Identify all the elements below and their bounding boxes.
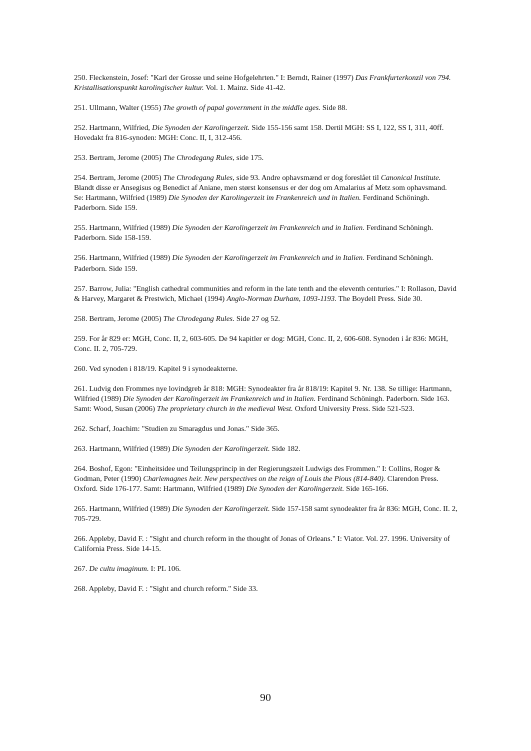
endnote-title: Die Synoden der Karolingerzeit. bbox=[172, 503, 270, 513]
endnote-title: Die Synoden der Karolingerzeit. bbox=[172, 443, 270, 453]
endnote-number: 254. bbox=[74, 173, 88, 183]
endnote-number: 252. bbox=[74, 123, 88, 133]
endnote-title: Die Synoden der Karolingerzeit im Frankenreich und in Italien. bbox=[172, 253, 365, 263]
endnote bbox=[74, 153, 458, 163]
endnote bbox=[74, 334, 458, 354]
endnote-number: 255. bbox=[74, 223, 88, 233]
endnote bbox=[74, 253, 458, 273]
endnote-number: 258. bbox=[74, 313, 88, 323]
endnote bbox=[74, 504, 458, 524]
endnote-text: Side 182. bbox=[269, 443, 301, 453]
endnote-title: The growth of papal government in the middle ages. bbox=[162, 103, 321, 113]
endnote-text: Fleckenstein, Josef: "Karl der Grosse und seine Hofgelehrten." I: Berndt, Rainer (1997) bbox=[89, 73, 356, 82]
endnote-text: side 93. Andre ophavsmænd er dog foreslået til bbox=[234, 173, 381, 183]
endnote-title: The Chrodegang Rules, bbox=[163, 173, 235, 183]
endnote bbox=[74, 314, 458, 324]
endnote-title: Die Synoden der Karolingerzeit im Frankenreich und in Italien. bbox=[123, 393, 316, 403]
endnote-title: The Chrodegang Rules, bbox=[163, 153, 235, 163]
endnote-text: Appleby, David F. : "Sight and church reform." Side 33. bbox=[88, 584, 258, 594]
endnote-number: 260. bbox=[74, 363, 88, 373]
endnote-text: Hartmann, Wilfried (1989) bbox=[89, 223, 173, 233]
endnote bbox=[74, 173, 458, 213]
endnote bbox=[74, 424, 458, 434]
endnote bbox=[74, 534, 458, 554]
endnote bbox=[74, 364, 458, 374]
endnote bbox=[74, 223, 458, 243]
endnote-text: Side 155-156 samt 158. Dertil MGH: SS I, 122, SS I, 311, 40ff. Hovedakt fra 816-synoden: MGH: Conc. II, I, 312-456. bbox=[74, 123, 444, 143]
page-number: 90 bbox=[260, 692, 271, 704]
endnote-text: For år 829 er: MGH, Conc. II, 2, 603-605. De 94 kapitler er dog: MGH, Conc. II, 2, 606-608. Synoden i år 836: MGH, Conc. II. 2, 705-729. bbox=[74, 333, 448, 353]
endnote-number: 257. bbox=[74, 283, 88, 293]
endnote bbox=[74, 584, 458, 594]
endnote-text: Hartmann, Wilfried, bbox=[89, 123, 152, 133]
endnote-text: Ullmann, Walter (1955) bbox=[89, 103, 163, 113]
endnote-text: Vol. 1. Mainz. Side 41-42. bbox=[203, 83, 286, 93]
endnote bbox=[74, 284, 458, 304]
endnote-number: 267. bbox=[74, 564, 88, 574]
endnote-text: Bertram, Jerome (2005) bbox=[89, 173, 164, 183]
endnote-title: Die Synoden der Karolingerzeit. bbox=[246, 484, 345, 493]
endnote-text: Clarendon Press. Oxford. Side 176-177. Samt: Hartmann, Wilfried (1989) bbox=[74, 473, 439, 493]
endnote-text: Ferdinand Schöningh. Paderborn. Side 159. bbox=[74, 193, 430, 213]
endnote-text: Boshof, Egon: "Einheitsidee und Teilungsprincip in der Regierungszeit Ludwigs des Frommen." I: Collins, Roger & Godman, Peter (1990) bbox=[74, 463, 441, 483]
endnote-title: De cultu imaginum. bbox=[89, 564, 149, 574]
endnote-text: Hartmann, Wilfried (1989) bbox=[89, 443, 173, 453]
endnote bbox=[74, 73, 458, 93]
endnote-number: 266. bbox=[74, 534, 88, 544]
endnote-number: 250. bbox=[74, 73, 88, 82]
endnote-title: Charlemagnes heir. New perspectives on the reign of Louis the Pious (814-840). bbox=[143, 473, 386, 483]
endnote-number: 253. bbox=[74, 153, 88, 163]
endnote-number: 259. bbox=[74, 333, 88, 343]
endnote-text: Ferdinand Schöningh. Paderborn. Side 159. bbox=[74, 253, 434, 273]
endnote-number: 251. bbox=[74, 103, 88, 113]
endnote-text: Bertram, Jerome (2005) bbox=[89, 313, 164, 323]
endnote-text: I: PL 106. bbox=[148, 564, 181, 574]
endnote-title: The Chrodegang Rules. bbox=[163, 313, 235, 323]
endnote-text: Hartmann, Wilfried (1989) bbox=[89, 503, 173, 513]
endnote-text: The Boydell Press. Side 30. bbox=[336, 293, 423, 303]
endnotes-list bbox=[74, 73, 458, 604]
endnote-number: 256. bbox=[74, 253, 88, 263]
endnote bbox=[74, 564, 458, 574]
endnote bbox=[74, 384, 458, 414]
endnote-text: Scharf, Joachim: "Studien zu Smaragdus und Jonas." Side 365. bbox=[89, 423, 280, 433]
endnote-title: Die Synoden der Karolingerzeit im Frankenreich und in Italien. bbox=[168, 193, 361, 203]
endnote-text: Side 88. bbox=[320, 103, 348, 113]
endnote-text: Blandt disse er Ansegisus og Benedict af Aniane, men størst konsensus er der dog om Amalarius af Metz som ophavsmand. Se: Hartmann, Wilfried (1989) bbox=[74, 183, 447, 203]
endnote-number: 263. bbox=[74, 443, 88, 453]
endnote-title: Das Frankfurterkonzil von 794. Kristallisationspunkt karolingischer kultur. bbox=[74, 73, 451, 93]
endnote-number: 264. bbox=[74, 463, 88, 473]
endnote-number: 261. bbox=[74, 383, 88, 393]
endnote bbox=[74, 444, 458, 454]
endnote-title: Canonical Institute. bbox=[380, 173, 441, 183]
endnote-title: Anglo-Norman Durham, 1093-1193. bbox=[226, 293, 337, 303]
endnote-text: Barrow, Julia: "English cathedral communities and reform in the late tenth and the eleventh centuries." I: Rollason, David & Harvey, Margaret & Prestwich, Michael (1994) bbox=[74, 283, 457, 303]
endnote-text: Side 157-158 samt synodeakter fra år 836: MGH, Conc. II. 2, 705-729. bbox=[74, 503, 458, 524]
endnote-title: The proprietary church in the medieval West. bbox=[156, 403, 293, 413]
endnote-text: Ved synoden i 818/19. Kapitel 9 i synodeakterne. bbox=[88, 363, 238, 373]
endnote-title: Die Synoden der Karolingerzeit. bbox=[151, 123, 250, 133]
endnote-text: Side 27 og 52. bbox=[234, 313, 280, 323]
endnote-text: Bertram, Jerome (2005) bbox=[89, 153, 164, 163]
endnote bbox=[74, 464, 458, 494]
endnote-number: 265. bbox=[74, 503, 88, 513]
endnote-text: Ferdinand Schöningh. Paderborn. Side 163. Samt: Wood, Susan (2006) bbox=[74, 393, 450, 413]
endnote-number: 262. bbox=[74, 423, 88, 433]
endnote-text: Ludvig den Frommes nye lovindgreb år 818: MGH: Synodeakter fra år 818/19: Kapitel 9. Nr. 138. Se tillige: Hartmann, Wilfried (1989) bbox=[74, 383, 452, 403]
endnote-text: Oxford University Press. Side 521-523. bbox=[292, 403, 415, 413]
endnote-text: Side 165-166. bbox=[344, 484, 389, 493]
endnote-title: Die Synoden der Karolingerzeit im Frankenreich und in Italien. bbox=[172, 223, 365, 233]
endnote-text: Hartmann, Wilfried (1989) bbox=[89, 253, 173, 263]
endnote-text: Ferdinand Schöningh. Paderborn. Side 158-159. bbox=[74, 223, 434, 243]
endnote-text: Appleby, David F. : "Sight and church reform in the thought of Jonas of Orleans." I: Viator. Vol. 27. 1996. University of California Press. Side 14-15. bbox=[74, 534, 451, 554]
endnote-text: side 175. bbox=[234, 153, 264, 163]
endnote bbox=[74, 103, 458, 113]
endnote-number: 268. bbox=[74, 584, 88, 594]
endnote bbox=[74, 123, 458, 143]
